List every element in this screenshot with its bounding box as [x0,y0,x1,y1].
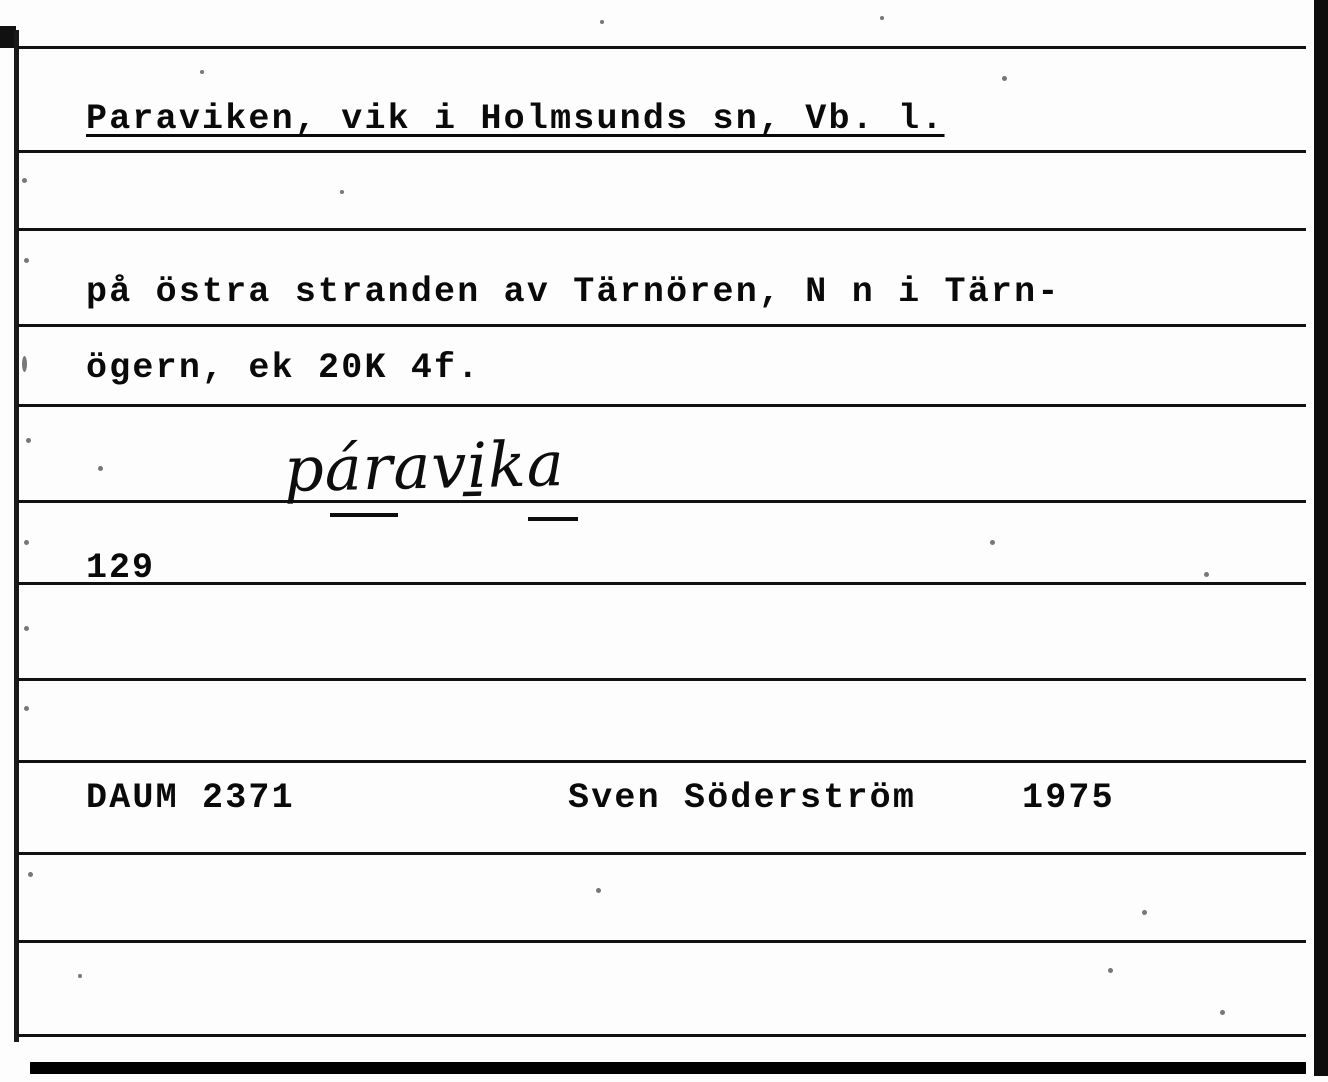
rule-line [18,852,1306,855]
scan-speck [24,258,29,263]
scan-speck [1002,76,1007,81]
rule-line [18,46,1306,49]
scan-speck [24,540,29,545]
scan-speck [22,178,27,183]
rule-line [18,404,1306,407]
card-title: Paraviken, vik i Holmsunds sn, Vb. l. [86,99,945,139]
handwritten-transcription: páravi̱ka [283,427,566,506]
rule-line [18,228,1306,231]
scan-speck [22,356,27,372]
rule-line [18,1034,1306,1037]
scan-speck [28,872,33,877]
rule-line [18,760,1306,763]
scan-speck [880,16,884,20]
rule-line [18,940,1306,943]
scan-speck [1108,968,1113,973]
card-description-line-1: på östra stranden av Tärnören, N n i Tärn- [86,272,1061,312]
scan-speck [340,190,344,194]
card-archive-reference: DAUM 2371 [86,778,295,818]
scan-speck [596,888,601,893]
rule-line [18,582,1306,585]
card-right-border [1314,0,1328,1076]
rule-line [18,150,1306,153]
card-description-line-2: ögern, ek 20K 4f. [86,348,481,388]
rule-line [18,500,1306,503]
card-collector-name: Sven Söderström [568,778,917,818]
rule-line [18,678,1306,681]
scan-speck [24,706,29,711]
card-left-border [14,30,19,1042]
handwriting-underline-mark-i [528,517,578,521]
handwriting-underline-mark-a [330,513,398,517]
scan-speck [990,540,995,545]
scan-speck [600,20,604,24]
scan-speck [1142,910,1147,915]
scan-speck [1204,572,1209,577]
card-year: 1975 [1022,778,1115,818]
rule-line [18,324,1306,327]
scan-speck [1220,1010,1225,1015]
scan-speck [24,626,29,631]
card-record-number: 129 [86,548,156,588]
card-bottom-border [30,1062,1306,1074]
scan-speck [98,466,103,471]
scan-speck [26,438,31,443]
scan-speck [78,974,82,978]
scan-speck [200,70,204,74]
